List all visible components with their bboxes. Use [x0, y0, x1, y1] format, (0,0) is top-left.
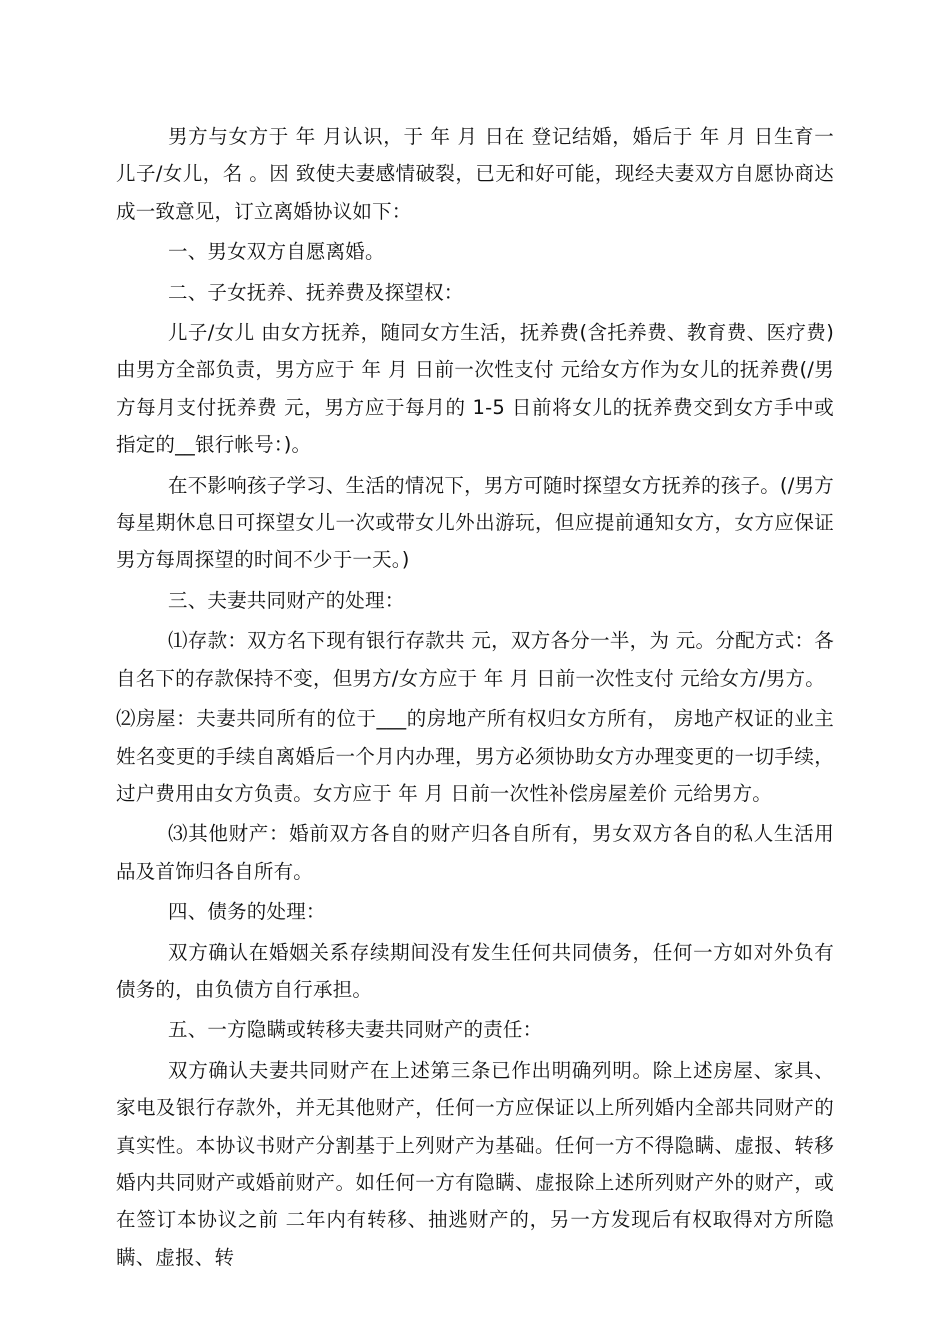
section-heading-concealment: 五、一方隐瞒或转移夫妻共同财产的责任：: [168, 1018, 543, 1042]
paragraph-child-support: 儿子/女儿 由女方抚养，随同女方生活，抚养费(含托养费、教育费、医疗费)由男方全部负责，男方应于 年 月 日前一次性支付 元给女方作为女儿的抚养费(/男方每月支付抚养费 元，男方应于每月的 1-5 日前将女儿的抚养费交到女方手中或指定的__银行帐号：)。: [116, 321, 834, 457]
section-heading-child-custody: 二、子女抚养、抚养费及探望权：: [168, 280, 464, 304]
paragraph-deposits: ⑴存款：双方名下现有银行存款共 元，双方各分一半，为 元。分配方式：各自名下的存款保持不变，但男方/女方应于 年 月 日前一次性支付 元给女方/男方。: [116, 629, 834, 690]
paragraph-other-property: ⑶其他财产：婚前双方各自的财产归各自所有，男女双方各自的私人生活用品及首饰归各自所有。: [116, 822, 834, 883]
paragraph-house: ⑵房屋：夫妻共同所有的位于___的房地产所有权归女方所有， 房地产权证的业主姓名变更的手续自离婚后一个月内办理，男方必须协助女方办理变更的一切手续，过户费用由女方负责。女方应于 年 月 日前一次性补偿房屋差价 元给男方。: [116, 707, 834, 805]
paragraph-concealment: 双方确认夫妻共同财产在上述第三条已作出明确列明。除上述房屋、家具、家电及银行存款外，并无其他财产，任何一方应保证以上所列婚内全部共同财产的真实性。本协议书财产分割基于上列财产为基础。任何一方不得隐瞒、虚报、转移婚内共同财产或婚前财产。如任何一方有隐瞒、虚报除上述所列财产外的财产，或在签订本协议之前 二年内有转移、抽逃财产的，另一方发现后有权取得对方所隐瞒、虚报、转: [116, 1058, 834, 1269]
section-heading-property: 三、夫妻共同财产的处理：: [168, 588, 405, 612]
section-heading-divorce: 一、男女双方自愿离婚。: [168, 240, 385, 264]
paragraph-intro: 男方与女方于 年 月认识，于 年 月 日在 登记结婚，婚后于 年 月 日生育一儿子/女儿，名 。因 致使夫妻感情破裂，已无和好可能，现经夫妻双方自愿协商达成一致意见，订立离婚协议如下：: [116, 125, 834, 223]
section-heading-debts: 四、债务的处理：: [168, 900, 326, 924]
paragraph-visitation: 在不影响孩子学习、生活的情况下，男方可随时探望女方抚养的孩子。(/男方每星期休息日可探望女儿一次或带女儿外出游玩，但应提前通知女方，女方应保证男方每周探望的时间不少于一天。): [116, 473, 834, 572]
paragraph-debts: 双方确认在婚姻关系存续期间没有发生任何共同债务，任何一方如对外负有债务的，由负债方自行承担。: [116, 940, 834, 1001]
